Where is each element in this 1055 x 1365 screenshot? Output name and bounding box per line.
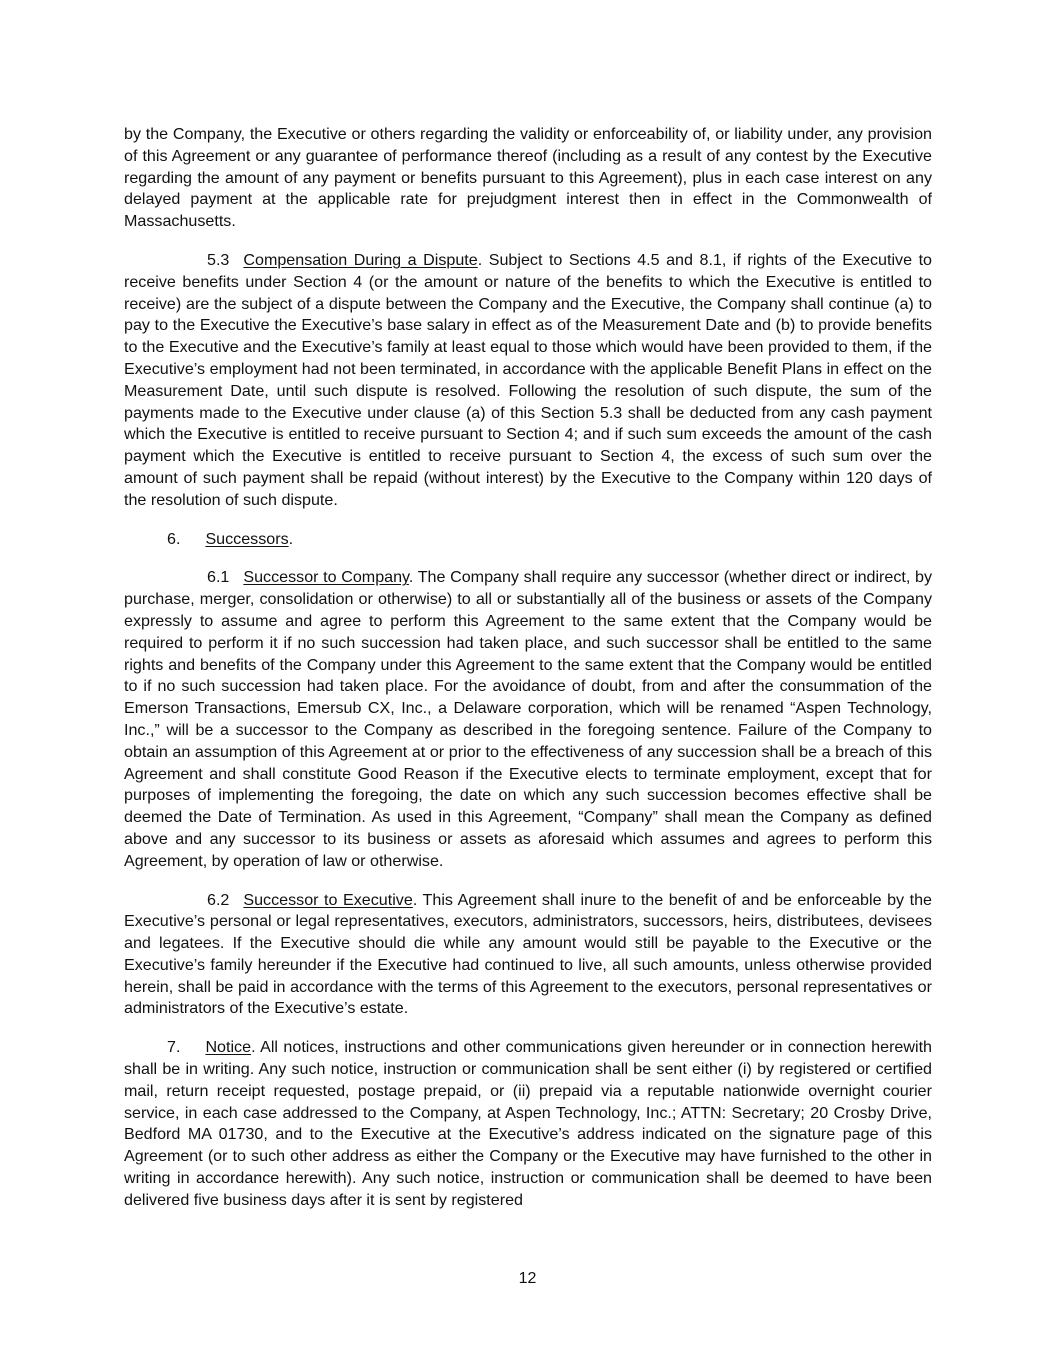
section-text: . The Company shall require any successor (whether direct or indirect, by purchase, merger, consolidation or otherwise) to all or substantially all of the business or assets of the Company expressly to assume and agree to perform this Agreement to the same extent that the Company would be required to perform it if no such succession had taken place, and such successor shall be entitled to the same rights and benefits of the Company under this Agreement to the same extent that the Company would be entitled to if no such succession had taken place. For the avoidance of doubt, from and after the consummation of the Emerson Transactions, Emersub CX, Inc., a Delaware corporation, which will be renamed “Aspen Technology, Inc.,” will be a successor to the Company as described in the foregoing sentence. Failure of the Company to obtain an assumption of this Agreement at or prior to the effectiveness of any succession shall be a breach of this Agreement and shall constitute Good Reason if the Executive elects to terminate employment, except that for purposes of implementing the foregoing, the date on which any such succession becomes effective shall be deemed the Date of Termination. As used in this Agreement, “Company” shall mean the Company as defined above and any successor to its business or assets as aforesaid which assumes and agrees to perform this Agreement, by operation of law or otherwise. <box>124 568 932 870</box>
section-number: 5.3 <box>207 250 230 269</box>
section-number: 6. <box>167 529 181 548</box>
section-number: 6.2 <box>207 890 230 909</box>
section-text: . All notices, instructions and other communications given hereunder or in connection herewith shall be in writing. Any such notice, instruction or communication shall be sent either (i) by registered or certified mail, return receipt requested, postage prepaid, or (ii) prepaid via a reputable nationwide overnight courier service, in each case addressed to the Company, at Aspen Technology, Inc.; ATTN: Secretary; 20 Crosby Drive, Bedford MA 01730, and to the Executive at the Executive’s address indicated on the signature page of this Agreement (or to such other address as either the Company or the Executive may have furnished to the other in writing in accordance herewith). Any such notice, instruction or communication shall be deemed to have been delivered five business days after it is sent by registered <box>124 1038 932 1209</box>
page-number: 12 <box>518 1270 537 1287</box>
section-number: 6.1 <box>207 568 230 587</box>
section-heading: Notice <box>205 1038 252 1057</box>
section-heading: Compensation During a Dispute <box>243 250 478 269</box>
document-page <box>124 124 932 1212</box>
paragraph-text: by the Company, the Executive or others regarding the validity or enforceability of, or liability under, any provision of this Agreement or any guarantee of performance thereof (including as a result of any contest by the Executive regarding the amount of any payment or benefits pursuant to this Agreement), plus in each case interest on any delayed payment at the applicable rate for prejudgment interest then in effect in the Commonwealth of Massachusetts. <box>124 125 932 231</box>
section-text: . Subject to Sections 4.5 and 8.1, if rights of the Executive to receive benefits under Section 4 (or the amount or nature of the benefits to which the Executive is entitled to receive) are the subject of a dispute between the Company and the Executive, the Company shall continue (a) to pay to the Executive the Executive’s base salary in effect as of the Measurement Date and (b) to provide benefits to the Executive and the Executive’s family at least equal to those which would have been provided to them, if the Executive’s employment had not been terminated, in accordance with the applicable Benefit Plans in effect on the Measurement Date, until such dispute is resolved. Following the resolution of such dispute, the sum of the payments made to the Executive under clause (a) of this Section 5.3 shall be deducted from any cash payment which the Executive is entitled to receive pursuant to Section 4; and if such sum exceeds the amount of the cash payment which the Executive is entitled to receive pursuant to Section 4, the excess of such sum over the amount of such payment shall be repaid (without interest) by the Executive to the Company within 120 days of the resolution of such dispute. <box>124 250 932 509</box>
section-text: . <box>288 529 294 548</box>
section-6-2 <box>124 890 932 1021</box>
section-6 <box>124 529 932 551</box>
paragraph-continuation <box>124 124 932 233</box>
section-heading: Successors <box>205 529 289 548</box>
section-number: 7. <box>167 1038 181 1057</box>
section-text: . This Agreement shall inure to the benefit of and be enforceable by the Executive’s personal or legal representatives, executors, administrators, successors, heirs, distributees, devisees and legatees. If the Executive should die while any amount would still be payable to the Executive or the Executive’s family hereunder if the Executive had continued to live, all such amounts, unless otherwise provided herein, shall be paid in accordance with the terms of this Agreement to the executors, personal representatives or administrators of the Executive’s estate. <box>124 890 933 1018</box>
section-7 <box>124 1037 932 1211</box>
section-5-3 <box>124 250 932 512</box>
section-heading: Successor to Executive <box>243 890 413 909</box>
section-heading: Successor to Company <box>243 568 409 587</box>
section-6-1 <box>124 567 932 872</box>
